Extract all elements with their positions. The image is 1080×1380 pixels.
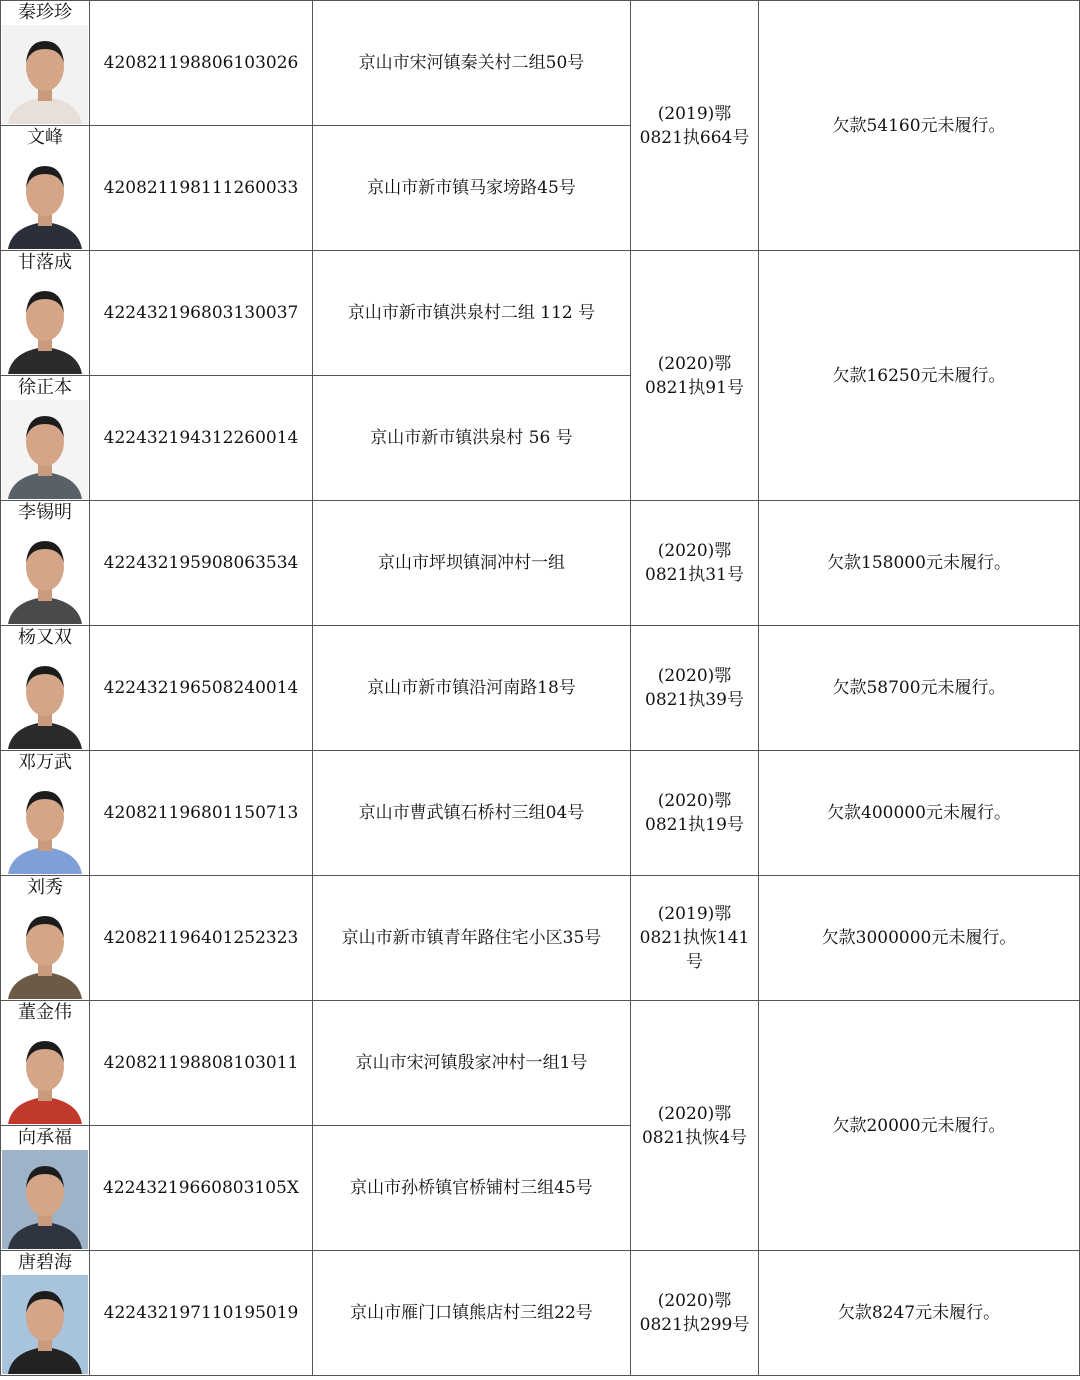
person-cell [1, 501, 90, 626]
case-number-line: (2020)鄂 [657, 666, 732, 686]
debt-status: 欠款400000元未履行。 [759, 751, 1080, 876]
table-row [1, 876, 1080, 1001]
person-photo [2, 25, 88, 124]
case-number [631, 501, 759, 626]
person-photo [2, 1025, 88, 1124]
person-cell [1, 251, 90, 376]
person-photo [2, 400, 88, 499]
person-cell [1, 626, 90, 751]
person-name: 李锡明 [18, 502, 72, 523]
address: 京山市宋河镇殷家冲村一组1号 [313, 1001, 631, 1126]
debt-status: 欠款58700元未履行。 [759, 626, 1080, 751]
id-number: 422432195908063534 [90, 501, 313, 626]
id-number: 420821196401252323 [90, 876, 313, 1001]
id-number: 422432196803130037 [90, 251, 313, 376]
case-number [631, 1001, 759, 1251]
case-number-line: 号 [686, 952, 703, 972]
case-number-line: 0821执19号 [645, 815, 744, 835]
person-name: 董金伟 [18, 1002, 72, 1023]
id-number: 42243219660803105X [90, 1126, 313, 1251]
case-number [631, 626, 759, 751]
id-number: 422432194312260014 [90, 376, 313, 501]
case-number [631, 251, 759, 501]
case-number-line: (2020)鄂 [657, 791, 732, 811]
case-number [631, 1, 759, 251]
address: 京山市坪坝镇洞冲村一组 [313, 501, 631, 626]
case-number-line: (2020)鄂 [657, 1103, 732, 1124]
address: 京山市孙桥镇官桥铺村三组45号 [313, 1126, 631, 1251]
person-name: 刘秀 [27, 877, 63, 898]
person-photo [2, 1275, 88, 1374]
id-number: 422432197110195019 [90, 1251, 313, 1376]
address: 京山市雁门口镇熊店村三组22号 [313, 1251, 631, 1376]
table-row [1, 751, 1080, 876]
case-number-line: (2019)鄂 [657, 904, 732, 924]
case-number-line: 0821执恢141 [639, 928, 750, 948]
person-name: 杨又双 [18, 627, 72, 648]
person-photo [2, 900, 88, 999]
case-number-line: 0821执恢4号 [641, 1127, 748, 1148]
person-cell [1, 876, 90, 1001]
person-photo [2, 650, 88, 749]
case-number-line: (2020)鄂 [657, 541, 732, 561]
case-number-line: (2020)鄂 [657, 1291, 732, 1311]
table-row [1, 1001, 1080, 1126]
person-name: 甘落成 [18, 252, 72, 273]
person-name: 邓万武 [18, 752, 72, 773]
table-row [1, 1, 1080, 126]
case-number [631, 876, 759, 1001]
id-number: 422432196508240014 [90, 626, 313, 751]
case-number-line: (2019)鄂 [657, 103, 732, 124]
case-number-line: 0821执664号 [639, 127, 750, 148]
address: 京山市曹武镇石桥村三组04号 [313, 751, 631, 876]
table-row [1, 626, 1080, 751]
address: 京山市新市镇青年路住宅小区35号 [313, 876, 631, 1001]
address: 京山市新市镇洪泉村 56 号 [313, 376, 631, 501]
debt-status: 欠款8247元未履行。 [759, 1251, 1080, 1376]
id-number: 420821198111260033 [90, 126, 313, 251]
case-number-line: (2020)鄂 [657, 353, 732, 374]
person-name: 向承福 [18, 1127, 72, 1148]
case-number-line: 0821执91号 [645, 377, 744, 398]
person-name: 文峰 [27, 127, 63, 148]
person-name: 秦珍珍 [18, 2, 72, 23]
person-name: 徐正本 [18, 377, 72, 398]
person-photo [2, 275, 88, 374]
person-name: 唐碧海 [18, 1252, 72, 1273]
case-number-line: 0821执31号 [645, 565, 744, 585]
person-cell [1, 1126, 90, 1251]
address: 京山市新市镇洪泉村二组 112 号 [313, 251, 631, 376]
debt-status: 欠款16250元未履行。 [759, 251, 1080, 501]
person-cell [1, 1, 90, 126]
address: 京山市新市镇马家塝路45号 [313, 126, 631, 251]
person-photo [2, 1150, 88, 1249]
debt-status: 欠款3000000元未履行。 [759, 876, 1080, 1001]
case-number-line: 0821执299号 [639, 1315, 750, 1335]
address: 京山市新市镇沿河南路18号 [313, 626, 631, 751]
debt-status: 欠款158000元未履行。 [759, 501, 1080, 626]
case-number [631, 751, 759, 876]
table-row [1, 501, 1080, 626]
person-cell [1, 126, 90, 251]
id-number: 420821198808103011 [90, 1001, 313, 1126]
address: 京山市宋河镇秦关村二组50号 [313, 1, 631, 126]
person-photo [2, 775, 88, 874]
id-number: 420821198806103026 [90, 1, 313, 126]
person-cell [1, 751, 90, 876]
id-number: 420821196801150713 [90, 751, 313, 876]
person-photo [2, 150, 88, 249]
table-row [1, 251, 1080, 376]
person-cell [1, 1251, 90, 1376]
table-row [1, 1251, 1080, 1376]
person-cell [1, 1001, 90, 1126]
debt-status: 欠款54160元未履行。 [759, 1, 1080, 251]
person-photo [2, 525, 88, 624]
case-number [631, 1251, 759, 1376]
debt-status: 欠款20000元未履行。 [759, 1001, 1080, 1251]
person-cell [1, 376, 90, 501]
case-number-line: 0821执39号 [645, 690, 744, 710]
